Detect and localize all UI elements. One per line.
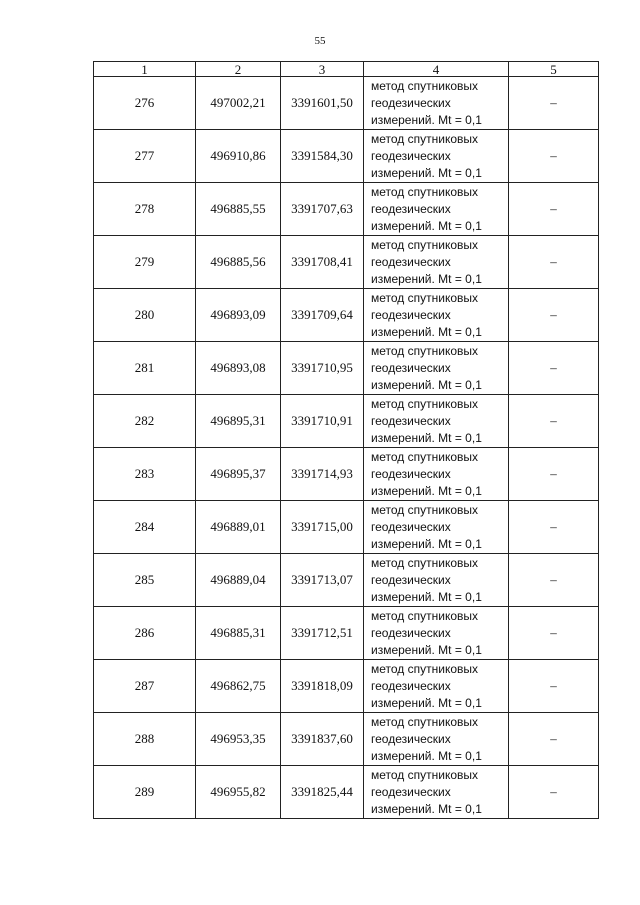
coord-y: 3391709,64 — [281, 289, 364, 342]
col5-value: – — [509, 448, 599, 501]
coord-x: 496889,01 — [196, 501, 281, 554]
col5-value: – — [509, 766, 599, 819]
coord-x: 496953,35 — [196, 713, 281, 766]
table-row — [94, 236, 599, 289]
col5-value: – — [509, 395, 599, 448]
table-row — [94, 289, 599, 342]
col5-value: – — [509, 607, 599, 660]
method-description: метод спутниковых геодезических измерений. Mt = 0,1 — [364, 501, 509, 554]
table-row — [94, 77, 599, 130]
method-description: метод спутниковых геодезических измерений. Mt = 0,1 — [364, 236, 509, 289]
point-number: 281 — [94, 342, 196, 395]
method-description: метод спутниковых геодезических измерений. Mt = 0,1 — [364, 130, 509, 183]
point-number: 286 — [94, 607, 196, 660]
table-row — [94, 501, 599, 554]
point-number: 279 — [94, 236, 196, 289]
coord-y: 3391713,07 — [281, 554, 364, 607]
coord-y: 3391712,51 — [281, 607, 364, 660]
col5-value: – — [509, 183, 599, 236]
table-row — [94, 395, 599, 448]
coord-x: 496889,04 — [196, 554, 281, 607]
point-number: 287 — [94, 660, 196, 713]
coordinates-table — [93, 61, 599, 819]
point-number: 282 — [94, 395, 196, 448]
table-row — [94, 766, 599, 819]
coord-y: 3391708,41 — [281, 236, 364, 289]
col5-value: – — [509, 236, 599, 289]
point-number: 284 — [94, 501, 196, 554]
coord-y: 3391714,93 — [281, 448, 364, 501]
coord-x: 496895,31 — [196, 395, 281, 448]
coord-x: 496893,08 — [196, 342, 281, 395]
table-row — [94, 554, 599, 607]
table-row — [94, 448, 599, 501]
col5-value: – — [509, 501, 599, 554]
method-description: метод спутниковых геодезических измерений. Mt = 0,1 — [364, 766, 509, 819]
col5-value: – — [509, 554, 599, 607]
header-row — [94, 62, 599, 77]
table-header — [94, 62, 599, 77]
header-col-4: 4 — [364, 62, 509, 77]
header-col-5: 5 — [509, 62, 599, 77]
method-description: метод спутниковых геодезических измерений. Mt = 0,1 — [364, 342, 509, 395]
method-description: метод спутниковых геодезических измерений. Mt = 0,1 — [364, 660, 509, 713]
coord-x: 496885,55 — [196, 183, 281, 236]
table-body — [94, 77, 599, 819]
method-description: метод спутниковых геодезических измерений. Mt = 0,1 — [364, 554, 509, 607]
coord-x: 496885,56 — [196, 236, 281, 289]
table-row — [94, 713, 599, 766]
point-number: 283 — [94, 448, 196, 501]
method-description: метод спутниковых геодезических измерений. Mt = 0,1 — [364, 713, 509, 766]
col5-value: – — [509, 660, 599, 713]
point-number: 289 — [94, 766, 196, 819]
point-number: 285 — [94, 554, 196, 607]
point-number: 276 — [94, 77, 196, 130]
method-description: метод спутниковых геодезических измерений. Mt = 0,1 — [364, 395, 509, 448]
point-number: 280 — [94, 289, 196, 342]
method-description: метод спутниковых геодезических измерений. Mt = 0,1 — [364, 607, 509, 660]
coord-x: 496955,82 — [196, 766, 281, 819]
coord-x: 496862,75 — [196, 660, 281, 713]
table-row — [94, 130, 599, 183]
coord-x: 497002,21 — [196, 77, 281, 130]
coord-x: 496893,09 — [196, 289, 281, 342]
header-col-1: 1 — [94, 62, 196, 77]
method-description: метод спутниковых геодезических измерений. Mt = 0,1 — [364, 183, 509, 236]
coord-y: 3391601,50 — [281, 77, 364, 130]
col5-value: – — [509, 130, 599, 183]
header-col-2: 2 — [196, 62, 281, 77]
table-row — [94, 660, 599, 713]
coord-x: 496910,86 — [196, 130, 281, 183]
coord-y: 3391710,95 — [281, 342, 364, 395]
point-number: 277 — [94, 130, 196, 183]
header-col-3: 3 — [281, 62, 364, 77]
point-number: 278 — [94, 183, 196, 236]
point-number: 288 — [94, 713, 196, 766]
method-description: метод спутниковых геодезических измерений. Mt = 0,1 — [364, 289, 509, 342]
table-row — [94, 342, 599, 395]
coord-y: 3391818,09 — [281, 660, 364, 713]
col5-value: – — [509, 77, 599, 130]
coord-y: 3391837,60 — [281, 713, 364, 766]
col5-value: – — [509, 289, 599, 342]
table-row — [94, 183, 599, 236]
coord-x: 496885,31 — [196, 607, 281, 660]
col5-value: – — [509, 342, 599, 395]
coord-y: 3391825,44 — [281, 766, 364, 819]
coord-y: 3391707,63 — [281, 183, 364, 236]
coord-y: 3391584,30 — [281, 130, 364, 183]
coord-x: 496895,37 — [196, 448, 281, 501]
col5-value: – — [509, 713, 599, 766]
coord-y: 3391715,00 — [281, 501, 364, 554]
page-number: 55 — [314, 35, 326, 47]
method-description: метод спутниковых геодезических измерений. Mt = 0,1 — [364, 77, 509, 130]
coord-y: 3391710,91 — [281, 395, 364, 448]
method-description: метод спутниковых геодезических измерений. Mt = 0,1 — [364, 448, 509, 501]
table-row — [94, 607, 599, 660]
